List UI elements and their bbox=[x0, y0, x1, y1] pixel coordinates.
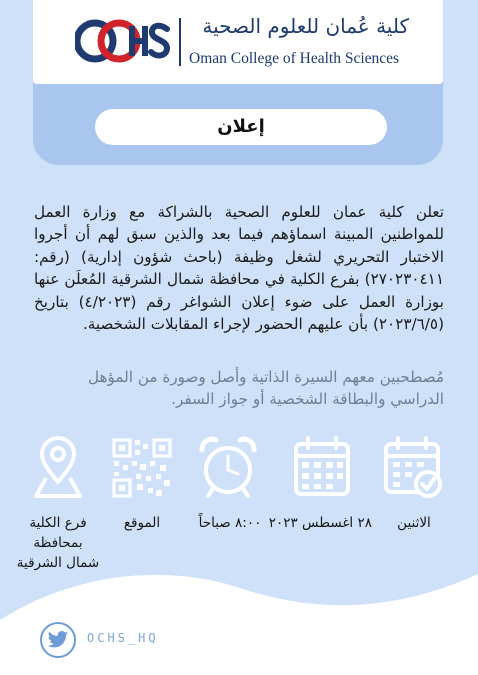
college-name-arabic: كلية عُمان للعلوم الصحية bbox=[202, 14, 409, 38]
twitter-icon bbox=[47, 631, 69, 649]
announcement-title: إعلان bbox=[95, 109, 387, 145]
detail-label-day: الاثنين bbox=[397, 515, 431, 531]
college-logo-banner bbox=[33, 0, 443, 84]
calendar-grid-icon bbox=[290, 434, 354, 500]
detail-label-branch: فرع الكلية بمحافظة شمال الشرقية bbox=[16, 515, 100, 571]
qr-code-icon[interactable] bbox=[110, 434, 174, 500]
footer-wave bbox=[0, 560, 478, 675]
logo-divider bbox=[179, 18, 181, 66]
detail-label-location-link: الموقع bbox=[123, 515, 161, 531]
college-name-english: Oman College of Health Sciences bbox=[189, 50, 400, 67]
college-logo-mark bbox=[75, 14, 173, 68]
social-handle[interactable]: OCHS_HQ bbox=[87, 631, 159, 645]
alarm-clock-icon bbox=[196, 434, 260, 500]
twitter-link[interactable] bbox=[40, 622, 76, 658]
detail-label-date: ٢٨ اغسطس ٢٠٢٣ bbox=[268, 515, 372, 531]
required-documents-note: مُصطحبين معهم السيرة الذاتية وأصل وصورة من المؤهل الدراسي والبطاقة الشخصية أو جواز السفر. bbox=[88, 368, 444, 409]
announcement-body: تعلن كلية عمان للعلوم الصحية بالشراكة مع وزارة العمل للمواطنين المبينة اسماؤهم فيما بعد والذين سبق لهم أن أجروا الاختبار التحريري لشغل وظيفة (باحث شؤون إدارية) (رقم: ٢٧٠٢٣٠٤١١) بفرع الكلية في محافظة شمال الشرقية المُعلَن عنها بوزارة العمل على ضوء إعلان الشواغر رقم (٤/٢٠٢٣) بتاريخ (٢٠٢٣/٦/٥) بأن عليهم الحضور لإجراء المقابلات الشخصية. bbox=[34, 203, 444, 334]
detail-label-time: ٨:٠٠ صباحاً bbox=[198, 515, 262, 531]
calendar-icon bbox=[382, 434, 446, 500]
location-pin-icon bbox=[26, 434, 90, 500]
header-card bbox=[33, 0, 443, 165]
